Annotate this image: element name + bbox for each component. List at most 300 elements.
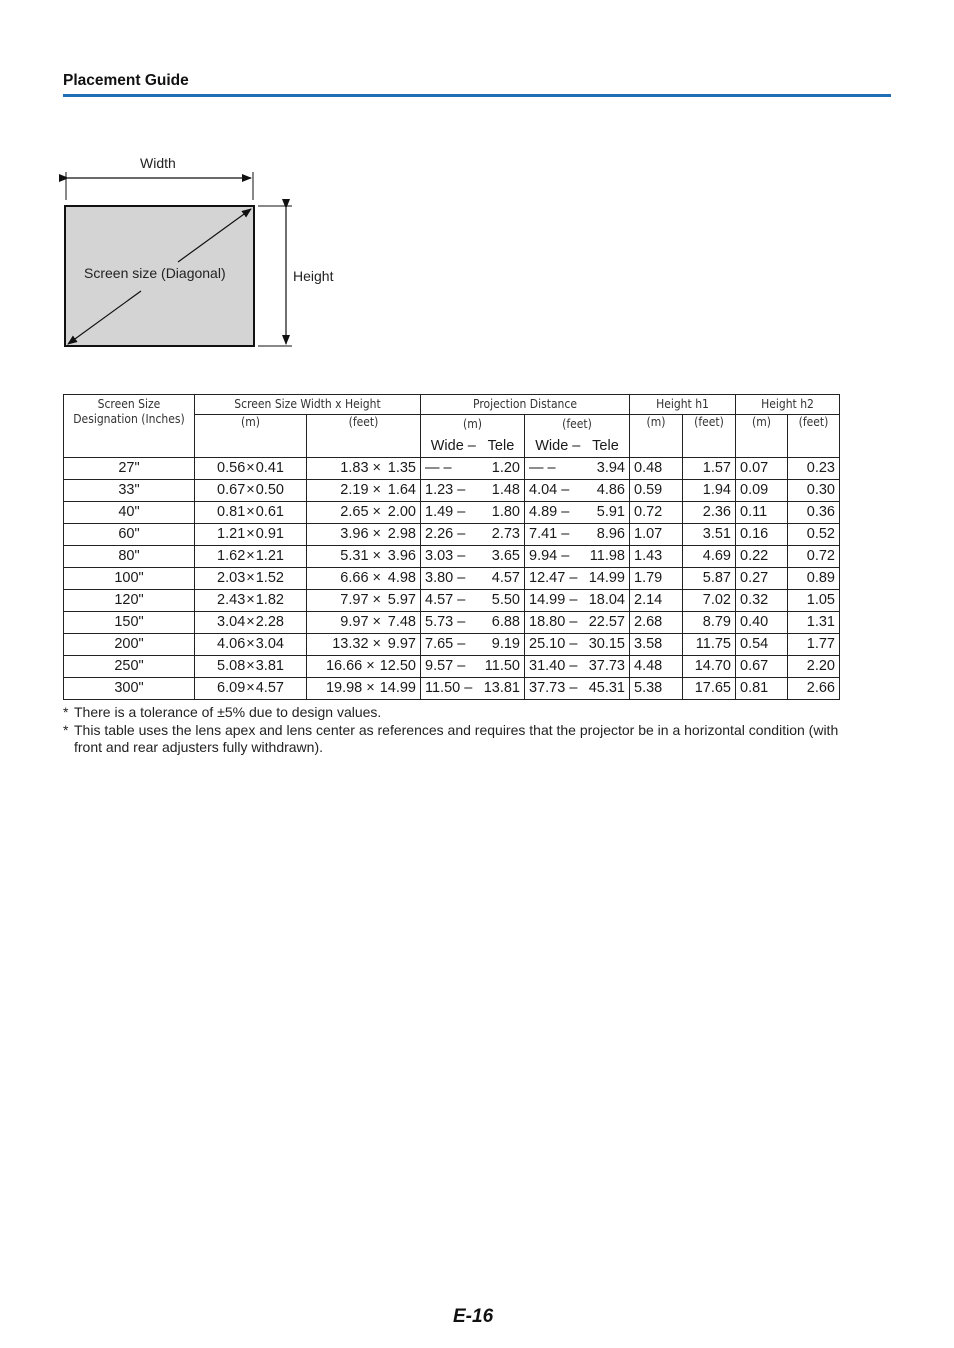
cell-wh-m xyxy=(195,501,307,523)
header-pd-unit-feet: (feet) xyxy=(525,415,630,435)
cell-h1-m xyxy=(630,677,683,699)
cell-wh-feet xyxy=(307,523,421,545)
cell-h2-m xyxy=(736,545,788,567)
times-sign: × xyxy=(372,636,381,652)
cell-pd-feet xyxy=(525,501,630,523)
width-feet: 3.96 xyxy=(340,526,369,542)
cell-h2-feet xyxy=(788,633,840,655)
screen-size-value: 80" xyxy=(118,548,140,564)
cell-wh-m xyxy=(195,655,307,677)
cell-wh-m xyxy=(195,457,307,479)
screen-size-value: 33" xyxy=(118,482,140,498)
width-m: 1.21 xyxy=(217,526,246,542)
cell-wh-m xyxy=(195,545,307,567)
cell-h1-m xyxy=(630,523,683,545)
pd-m-tele: 11.50 xyxy=(484,658,520,674)
table-row xyxy=(64,501,840,523)
table-row xyxy=(64,457,840,479)
cell-wh-m xyxy=(195,479,307,501)
cell-pd-m xyxy=(421,457,525,479)
cell-h2-feet xyxy=(788,677,840,699)
pd-m-wide: 9.57 – xyxy=(425,658,466,674)
cell-h1-m xyxy=(630,567,683,589)
header-pd-unit-m: (m) xyxy=(421,415,525,435)
screen-size-value: 120" xyxy=(114,592,144,608)
diagonal-label: Screen size (Diagonal) xyxy=(84,265,226,281)
pd-feet-tele: 45.31 xyxy=(588,680,625,696)
h1-m-value: 5.38 xyxy=(634,680,663,696)
times-sign: × xyxy=(246,636,255,652)
h1-m-value: 0.59 xyxy=(634,482,663,498)
cell-h2-m xyxy=(736,655,788,677)
cell-pd-m xyxy=(421,589,525,611)
height-m: 3.81 xyxy=(255,658,284,674)
header-wh-unit-feet: (feet) xyxy=(307,415,421,458)
header-screen-size: Screen Size Designation (Inches) xyxy=(64,395,195,458)
width-feet: 13.32 xyxy=(332,636,369,652)
cell-h2-feet xyxy=(788,545,840,567)
cell-h1-feet xyxy=(683,589,736,611)
screen-diagram-graphic xyxy=(55,150,375,360)
header-height-h1: Height h1 xyxy=(630,395,736,415)
h2-feet-value: 1.31 xyxy=(806,614,835,630)
footnote-marker: * xyxy=(63,704,69,720)
cell-h2-feet xyxy=(788,523,840,545)
height-m: 0.91 xyxy=(255,526,284,542)
pd-m-wide: 5.73 – xyxy=(425,614,466,630)
h1-m-value: 1.79 xyxy=(634,570,663,586)
h2-m-value: 0.32 xyxy=(740,592,769,608)
times-sign: × xyxy=(246,614,255,630)
times-sign: × xyxy=(366,658,375,674)
cell-pd-m xyxy=(421,655,525,677)
width-m: 0.67 xyxy=(217,482,246,498)
cell-h2-m xyxy=(736,457,788,479)
h1-m-value: 2.14 xyxy=(634,592,663,608)
cell-h1-feet xyxy=(683,501,736,523)
header-pd-feet-wide-tele: Wide – Tele xyxy=(525,435,630,458)
cell-screen-size xyxy=(64,545,195,567)
cell-wh-m xyxy=(195,589,307,611)
pd-m-wide: 7.65 – xyxy=(425,636,466,652)
header-width-height: Screen Size Width x Height xyxy=(195,395,421,415)
header-h2-unit-m: (m) xyxy=(736,415,788,458)
height-feet: 1.64 xyxy=(387,482,416,498)
cell-h2-feet xyxy=(788,479,840,501)
cell-wh-feet xyxy=(307,633,421,655)
cell-h1-m xyxy=(630,633,683,655)
width-m: 4.06 xyxy=(217,636,246,652)
width-feet: 19.98 xyxy=(325,680,363,696)
cell-wh-m xyxy=(195,567,307,589)
h2-feet-value: 2.20 xyxy=(806,658,835,674)
pd-feet-wide: 7.41 – xyxy=(529,526,570,542)
height-feet: 2.00 xyxy=(387,504,416,520)
cell-h1-m xyxy=(630,611,683,633)
cell-screen-size xyxy=(64,677,195,699)
pd-m-wide: 1.49 – xyxy=(425,504,466,520)
pd-feet-wide: 12.47 – xyxy=(529,570,578,586)
cell-h1-feet xyxy=(683,611,736,633)
table-row xyxy=(64,611,840,633)
pd-m-wide: 4.57 – xyxy=(425,592,466,608)
pd-feet-wide: 31.40 – xyxy=(529,658,578,674)
h1-feet-value: 1.57 xyxy=(702,460,731,476)
header-wh-unit-m: (m) xyxy=(195,415,307,458)
cell-pd-m xyxy=(421,501,525,523)
screen-size-value: 300" xyxy=(114,680,144,696)
pd-feet-tele: 5.91 xyxy=(596,504,625,520)
cell-h2-m xyxy=(736,611,788,633)
times-sign: × xyxy=(246,460,255,476)
cell-pd-feet xyxy=(525,479,630,501)
h1-feet-value: 3.51 xyxy=(702,526,731,542)
cell-screen-size xyxy=(64,611,195,633)
times-sign: × xyxy=(372,592,381,608)
cell-pd-feet xyxy=(525,589,630,611)
section-title: Placement Guide xyxy=(63,72,189,89)
cell-h2-feet xyxy=(788,589,840,611)
height-feet: 1.35 xyxy=(387,460,416,476)
table-row xyxy=(64,655,840,677)
table-row xyxy=(64,567,840,589)
cell-screen-size xyxy=(64,457,195,479)
width-m: 2.43 xyxy=(217,592,246,608)
height-m: 0.41 xyxy=(255,460,284,476)
width-feet: 2.19 xyxy=(340,482,369,498)
height-m: 2.28 xyxy=(255,614,284,630)
cell-screen-size xyxy=(64,633,195,655)
cell-wh-feet xyxy=(307,479,421,501)
width-m: 3.04 xyxy=(217,614,246,630)
h2-m-value: 0.11 xyxy=(740,504,768,520)
h1-feet-value: 4.69 xyxy=(702,548,731,564)
width-feet: 6.66 xyxy=(340,570,369,586)
width-feet: 7.97 xyxy=(340,592,369,608)
times-sign: × xyxy=(246,592,255,608)
h2-m-value: 0.27 xyxy=(740,570,769,586)
cell-h1-m xyxy=(630,457,683,479)
width-m: 2.03 xyxy=(217,570,246,586)
width-feet: 16.66 xyxy=(325,658,363,674)
cell-pd-feet xyxy=(525,633,630,655)
cell-h2-m xyxy=(736,589,788,611)
h2-m-value: 0.16 xyxy=(740,526,769,542)
pd-m-wide: 11.50 – xyxy=(425,680,473,696)
cell-pd-m xyxy=(421,633,525,655)
cell-h2-m xyxy=(736,567,788,589)
cell-wh-feet xyxy=(307,677,421,699)
pd-feet-tele: 11.98 xyxy=(589,548,625,564)
pd-m-wide: — – xyxy=(425,460,452,476)
screen-size-value: 250" xyxy=(114,658,144,674)
cell-h1-feet xyxy=(683,457,736,479)
h1-m-value: 1.43 xyxy=(634,548,663,564)
pd-feet-tele: 14.99 xyxy=(588,570,625,586)
times-sign: × xyxy=(246,658,255,674)
pd-feet-tele: 30.15 xyxy=(588,636,625,652)
cell-h1-feet xyxy=(683,655,736,677)
height-feet: 2.98 xyxy=(387,526,416,542)
footnote-text: This table uses the lens apex and lens center as references and requires that the projector be in a horizontal condition (with front and rear adjusters fully withdrawn). xyxy=(74,721,839,755)
cell-pd-feet xyxy=(525,457,630,479)
height-m: 4.57 xyxy=(255,680,284,696)
h1-feet-value: 1.94 xyxy=(702,482,731,498)
cell-h1-feet xyxy=(683,545,736,567)
header-pd-m-wide-tele: Wide – Tele xyxy=(421,435,525,458)
h2-m-value: 0.67 xyxy=(740,658,769,674)
cell-screen-size xyxy=(64,655,195,677)
cell-pd-feet xyxy=(525,677,630,699)
pd-m-tele: 9.19 xyxy=(491,636,520,652)
cell-pd-feet xyxy=(525,611,630,633)
height-m: 1.82 xyxy=(255,592,284,608)
pd-m-wide: 2.26 – xyxy=(425,526,466,542)
cell-h1-feet xyxy=(683,677,736,699)
height-feet: 14.99 xyxy=(379,680,416,696)
cell-h1-feet xyxy=(683,567,736,589)
screen-size-value: 100" xyxy=(114,570,144,586)
cell-h2-feet xyxy=(788,501,840,523)
cell-pd-feet xyxy=(525,567,630,589)
cell-h2-feet xyxy=(788,567,840,589)
cell-wh-feet xyxy=(307,655,421,677)
h1-feet-value: 5.87 xyxy=(702,570,731,586)
cell-wh-m xyxy=(195,633,307,655)
footnote-item xyxy=(63,722,863,757)
width-m: 0.56 xyxy=(217,460,246,476)
h1-feet-value: 11.75 xyxy=(695,636,731,652)
cell-h1-m xyxy=(630,479,683,501)
cell-wh-m xyxy=(195,611,307,633)
height-feet: 3.96 xyxy=(387,548,416,564)
pd-m-wide: 3.03 – xyxy=(425,548,466,564)
h2-feet-value: 0.30 xyxy=(806,482,835,498)
times-sign: × xyxy=(246,570,255,586)
cell-pd-m xyxy=(421,479,525,501)
pd-m-tele: 6.88 xyxy=(491,614,520,630)
height-m: 0.61 xyxy=(255,504,284,520)
h1-m-value: 2.68 xyxy=(634,614,663,630)
height-feet: 7.48 xyxy=(387,614,416,630)
cell-h1-m xyxy=(630,589,683,611)
h1-m-value: 0.72 xyxy=(634,504,663,520)
cell-screen-size xyxy=(64,567,195,589)
screen-size-value: 27" xyxy=(118,460,140,476)
title-rule xyxy=(63,94,891,97)
h1-feet-value: 17.65 xyxy=(694,680,731,696)
width-m: 1.62 xyxy=(217,548,246,564)
height-m: 1.21 xyxy=(255,548,284,564)
pd-feet-tele: 18.04 xyxy=(588,592,625,608)
cell-h2-m xyxy=(736,633,788,655)
pd-feet-tele: 3.94 xyxy=(596,460,625,476)
width-m: 5.08 xyxy=(217,658,246,674)
cell-wh-m xyxy=(195,677,307,699)
pd-m-tele: 13.81 xyxy=(483,680,520,696)
screen-size-value: 150" xyxy=(114,614,144,630)
pd-feet-wide: 25.10 – xyxy=(529,636,578,652)
pd-m-tele: 5.50 xyxy=(491,592,520,608)
width-feet: 1.83 xyxy=(340,460,369,476)
pd-m-tele: 4.57 xyxy=(491,570,520,586)
width-m: 6.09 xyxy=(217,680,246,696)
cell-wh-feet xyxy=(307,501,421,523)
h1-feet-value: 2.36 xyxy=(702,504,731,520)
pd-feet-wide: 14.99 – xyxy=(529,592,578,608)
cell-screen-size xyxy=(64,501,195,523)
cell-h2-m xyxy=(736,677,788,699)
table-body xyxy=(64,457,840,699)
h1-m-value: 1.07 xyxy=(634,526,663,542)
cell-screen-size xyxy=(64,589,195,611)
cell-screen-size xyxy=(64,523,195,545)
screen-size-value: 200" xyxy=(114,636,144,652)
cell-h2-feet xyxy=(788,457,840,479)
h2-feet-value: 0.72 xyxy=(806,548,835,564)
width-feet: 2.65 xyxy=(340,504,369,520)
table-row xyxy=(64,479,840,501)
cell-pd-m xyxy=(421,523,525,545)
h2-feet-value: 0.23 xyxy=(806,460,835,476)
header-projection-distance: Projection Distance xyxy=(421,395,630,415)
height-feet: 12.50 xyxy=(379,658,416,674)
height-m: 1.52 xyxy=(255,570,284,586)
cell-h1-m xyxy=(630,655,683,677)
cell-wh-feet xyxy=(307,611,421,633)
times-sign: × xyxy=(246,548,255,564)
h2-m-value: 0.07 xyxy=(740,460,769,476)
h2-feet-value: 2.66 xyxy=(806,680,835,696)
height-feet: 4.98 xyxy=(387,570,416,586)
h1-feet-value: 7.02 xyxy=(702,592,731,608)
header-h1-unit-m: (m) xyxy=(630,415,683,458)
pd-m-tele: 1.80 xyxy=(491,504,520,520)
cell-wh-feet xyxy=(307,457,421,479)
footnote-item xyxy=(63,704,863,722)
header-height-h2: Height h2 xyxy=(736,395,840,415)
pd-m-wide: 3.80 – xyxy=(425,570,466,586)
pd-m-tele: 3.65 xyxy=(491,548,520,564)
height-m: 0.50 xyxy=(255,482,284,498)
cell-pd-m xyxy=(421,677,525,699)
table-row xyxy=(64,677,840,699)
h2-feet-value: 1.05 xyxy=(806,592,835,608)
h1-m-value: 4.48 xyxy=(634,658,663,674)
times-sign: × xyxy=(372,504,381,520)
cell-wh-feet xyxy=(307,545,421,567)
times-sign: × xyxy=(372,526,381,542)
cell-h2-m xyxy=(736,523,788,545)
h2-feet-value: 1.77 xyxy=(806,636,835,652)
h2-m-value: 0.40 xyxy=(740,614,769,630)
cell-h2-m xyxy=(736,501,788,523)
cell-pd-feet xyxy=(525,545,630,567)
screen-size-value: 60" xyxy=(118,526,140,542)
cell-wh-m xyxy=(195,523,307,545)
pd-feet-wide: — – xyxy=(529,460,556,476)
table-row xyxy=(64,523,840,545)
times-sign: × xyxy=(372,548,381,564)
pd-feet-tele: 22.57 xyxy=(588,614,625,630)
times-sign: × xyxy=(246,504,255,520)
cell-h2-feet xyxy=(788,655,840,677)
table-row xyxy=(64,545,840,567)
pd-feet-tele: 4.86 xyxy=(596,482,625,498)
h2-feet-value: 0.36 xyxy=(806,504,835,520)
times-sign: × xyxy=(246,482,255,498)
cell-pd-m xyxy=(421,567,525,589)
times-sign: × xyxy=(366,680,375,696)
pd-m-tele: 1.48 xyxy=(491,482,520,498)
times-sign: × xyxy=(246,680,255,696)
cell-h1-m xyxy=(630,501,683,523)
cell-pd-feet xyxy=(525,655,630,677)
header-h2-unit-feet: (feet) xyxy=(788,415,840,458)
h2-m-value: 0.54 xyxy=(740,636,769,652)
table-row xyxy=(64,633,840,655)
pd-m-tele: 2.73 xyxy=(491,526,520,542)
table-row xyxy=(64,589,840,611)
times-sign: × xyxy=(372,482,381,498)
pd-feet-wide: 37.73 – xyxy=(529,680,578,696)
screen-size-value: 40" xyxy=(118,504,140,520)
cell-h2-feet xyxy=(788,611,840,633)
pd-feet-wide: 4.04 – xyxy=(529,482,570,498)
height-feet: 9.97 xyxy=(387,636,416,652)
times-sign: × xyxy=(246,526,255,542)
screen-diagram xyxy=(55,150,375,360)
cell-pd-feet xyxy=(525,523,630,545)
cell-h1-feet xyxy=(683,479,736,501)
times-sign: × xyxy=(372,570,381,586)
width-m: 0.81 xyxy=(217,504,246,520)
pd-feet-wide: 18.80 – xyxy=(529,614,578,630)
cell-screen-size xyxy=(64,479,195,501)
pd-feet-tele: 37.73 xyxy=(588,658,625,674)
h1-m-value: 3.58 xyxy=(634,636,663,652)
width-label: Width xyxy=(140,155,176,171)
cell-wh-feet xyxy=(307,567,421,589)
cell-pd-m xyxy=(421,611,525,633)
h1-feet-value: 8.79 xyxy=(702,614,731,630)
height-m: 3.04 xyxy=(255,636,284,652)
pd-feet-wide: 4.89 – xyxy=(529,504,570,520)
times-sign: × xyxy=(372,614,381,630)
h1-m-value: 0.48 xyxy=(634,460,663,476)
h1-feet-value: 14.70 xyxy=(694,658,731,674)
cell-wh-feet xyxy=(307,589,421,611)
footnote-marker: * xyxy=(63,721,69,738)
h2-m-value: 0.22 xyxy=(740,548,769,564)
footnotes xyxy=(63,704,863,757)
height-feet: 5.97 xyxy=(387,592,416,608)
placement-table xyxy=(63,394,840,700)
h2-feet-value: 0.52 xyxy=(806,526,835,542)
h2-m-value: 0.81 xyxy=(740,680,769,696)
cell-h2-m xyxy=(736,479,788,501)
cell-h1-feet xyxy=(683,633,736,655)
header-h1-unit-feet: (feet) xyxy=(683,415,736,458)
pd-feet-tele: 8.96 xyxy=(596,526,625,542)
h2-feet-value: 0.89 xyxy=(806,570,835,586)
cell-pd-m xyxy=(421,545,525,567)
height-label: Height xyxy=(293,268,334,284)
cell-h1-feet xyxy=(683,523,736,545)
pd-m-wide: 1.23 – xyxy=(425,482,466,498)
footnote-text: There is a tolerance of ±5% due to design values. xyxy=(74,704,382,720)
pd-feet-wide: 9.94 – xyxy=(529,548,570,564)
